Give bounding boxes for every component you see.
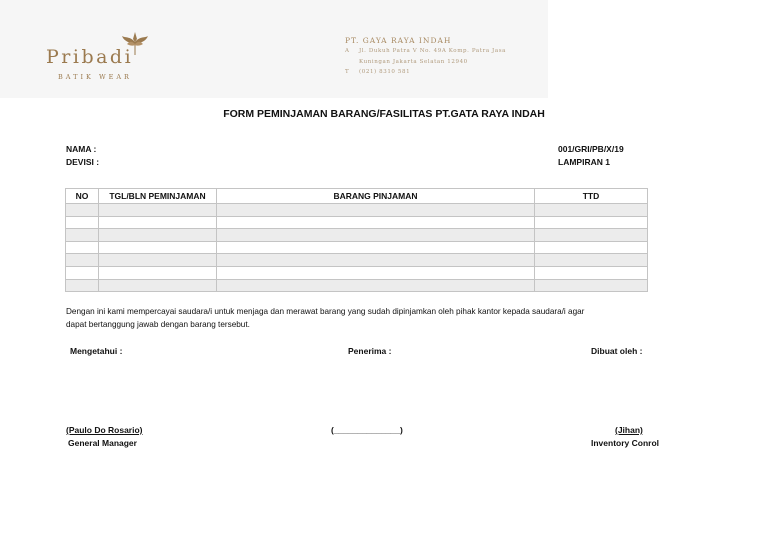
column-header-date: TGL/BLN PEMINJAMAN (99, 189, 217, 204)
phone-key: T (345, 69, 350, 75)
division-label: DEVISI : (66, 157, 100, 167)
table-cell[interactable] (217, 204, 535, 217)
brand-tagline: BATIK WEAR (58, 73, 132, 81)
table-header-row (66, 189, 648, 204)
acknowledged-signatory-name: (Paulo Do Rosario) (66, 425, 143, 435)
table-cell[interactable] (217, 216, 535, 229)
table-row (66, 241, 648, 254)
table-row (66, 204, 648, 217)
table-cell[interactable] (66, 216, 99, 229)
table-cell[interactable] (217, 241, 535, 254)
table-cell[interactable] (535, 279, 648, 292)
prepared-signatory-title: Inventory Conrol (591, 438, 660, 448)
table-cell[interactable] (66, 266, 99, 279)
table-row (66, 216, 648, 229)
table-row (66, 279, 648, 292)
table-cell[interactable] (66, 204, 99, 217)
table-cell[interactable] (535, 204, 648, 217)
table-cell[interactable] (66, 254, 99, 267)
statement-paragraph (66, 305, 726, 331)
name-label: NAMA : (66, 144, 97, 154)
table-row (66, 254, 648, 267)
table-cell[interactable] (66, 241, 99, 254)
table-cell[interactable] (217, 229, 535, 242)
column-header-item: BARANG PINJAMAN (217, 189, 535, 204)
letterhead (0, 0, 548, 98)
receiver-signature-line: (______________) (331, 425, 403, 435)
table-cell[interactable] (217, 266, 535, 279)
loan-table (65, 188, 648, 292)
address-line-1 (345, 48, 506, 54)
table-cell[interactable] (66, 229, 99, 242)
acknowledged-label: Mengetahui : (70, 346, 123, 356)
table-row (66, 266, 648, 279)
company-name: PT. GAYA RAYA INDAH (345, 36, 452, 45)
attachment-label: LAMPIRAN 1 (558, 157, 610, 167)
column-header-no: NO (66, 189, 99, 204)
phone-line (345, 69, 410, 75)
address-text-2: Kuningan Jakarta Selatan 12940 (359, 59, 468, 65)
prepared-signatory-name: (Jihan) (615, 425, 643, 435)
table-cell[interactable] (99, 241, 217, 254)
brand-name: Pribadi (46, 46, 134, 68)
table-cell[interactable] (99, 266, 217, 279)
statement-line-1: Dengan ini kami mempercayai saudara/i untuk menjaga dan merawat barang yang sudah dipinjamkan oleh pihak kantor kepada saudara/i agar (66, 307, 585, 316)
table-cell[interactable] (535, 254, 648, 267)
table-cell[interactable] (217, 254, 535, 267)
receiver-label: Penerima : (348, 346, 392, 356)
table-cell[interactable] (99, 204, 217, 217)
document-number: 001/GRI/PB/X/19 (558, 144, 624, 154)
table-cell[interactable] (66, 279, 99, 292)
address-text-1: Jl. Dukuh Patra V No. 49A Komp. Patra Jasa (359, 48, 507, 54)
phone-number: (021) 8310 581 (359, 69, 411, 75)
table-cell[interactable] (99, 279, 217, 292)
table-cell[interactable] (535, 229, 648, 242)
acknowledged-signatory-title: General Manager (68, 438, 137, 448)
statement-line-2: dapat bertanggung jawab dengan barang tersebut. (66, 320, 250, 329)
form-title: FORM PEMINJAMAN BARANG/FASILITAS PT.GATA RAYA INDAH (223, 108, 545, 120)
table-cell[interactable] (99, 229, 217, 242)
table-cell[interactable] (217, 279, 535, 292)
table-cell[interactable] (99, 254, 217, 267)
table-cell[interactable] (535, 241, 648, 254)
address-line-2 (345, 59, 468, 65)
table-cell[interactable] (535, 266, 648, 279)
table-row (66, 229, 648, 242)
prepared-label: Dibuat oleh : (591, 346, 643, 356)
table-cell[interactable] (99, 216, 217, 229)
table-cell[interactable] (535, 216, 648, 229)
address-key: A (345, 48, 350, 54)
column-header-signature: TTD (535, 189, 648, 204)
